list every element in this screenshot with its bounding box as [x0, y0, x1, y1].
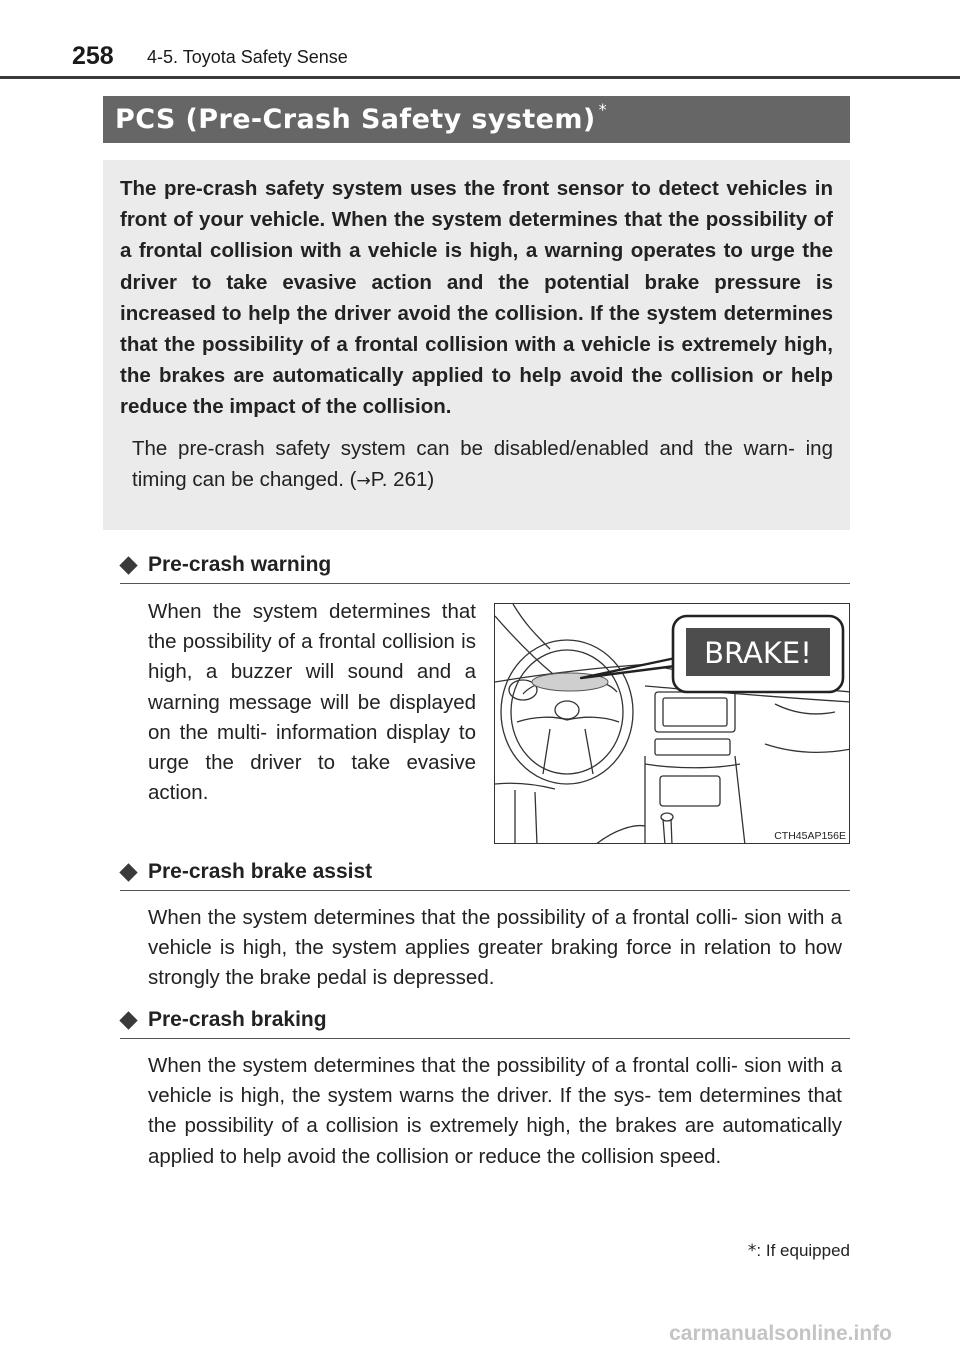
- dashboard-drawing: [495, 604, 850, 844]
- header-rule: [0, 76, 960, 79]
- arrow-right-icon: →: [356, 471, 371, 492]
- summary-note: The pre-crash safety system can be disabled/enabled and the warn- ing timing can be changed. (→P. 261): [132, 436, 833, 492]
- footnote-asterisk: *: [747, 1241, 757, 1261]
- pre-crash-warning-text: When the system determines that the possibility of a frontal collision is high, a buzzer will sound and a warning message will be displayed on the multi- information display to urge the driver to take evasive action.: [148, 600, 476, 805]
- subheading-pre-crash-braking: Pre-crash braking: [120, 1008, 850, 1039]
- summary-text: The pre-crash safety system uses the front sensor to detect vehicles in front of your vehicle. When the system determines that the possibility of a frontal collision with a vehicle is high, a warning operates to urge the driver to take evasive action and the potential brake pressure is increased to help the driver avoid the collision. If the system determines that the possibility of a frontal collision with a vehicle is extremely high, the brakes are automatically applied to help avoid the collision or help reduce the impact of the collision.: [120, 177, 833, 419]
- diamond-bullet-icon: [119, 556, 137, 574]
- diamond-bullet-icon: [119, 1011, 137, 1029]
- pre-crash-brake-assist-text: When the system determines that the possibility of a frontal colli- sion with a vehicle is high, the system applies greater braking force in relation to how strongly the brake pedal is depressed.: [148, 906, 842, 990]
- subheading-pre-crash-brake-assist: Pre-crash brake assist: [120, 860, 850, 891]
- subheading-pre-crash-warning: Pre-crash warning: [120, 553, 850, 584]
- page-title: PCS (Pre-Crash Safety system) *: [115, 100, 608, 135]
- brake-warning-message: BRAKE!: [704, 636, 812, 670]
- diamond-bullet-icon: [119, 863, 137, 881]
- figure-code: CTH45AP156E: [774, 830, 846, 842]
- pre-crash-braking-text: When the system determines that the possibility of a frontal colli- sion with a vehicle is high, the system warns the driver. If the sys- tem determines that the possibility of a collision is extremely high, the brakes are automatically applied to help avoid the collision or reduce the collision speed.: [148, 1054, 842, 1168]
- page-number: 258: [72, 42, 114, 70]
- section-title: 4-5. Toyota Safety Sense: [147, 47, 348, 67]
- title-asterisk: *: [598, 100, 608, 119]
- footnote: *: If equipped: [747, 1241, 850, 1261]
- title-bar: [103, 96, 850, 143]
- page-reference-link[interactable]: P. 261): [370, 468, 435, 492]
- summary-box: [103, 160, 850, 530]
- dashboard-illustration: [494, 603, 850, 844]
- watermark: carmanualsonline.info: [669, 1322, 892, 1345]
